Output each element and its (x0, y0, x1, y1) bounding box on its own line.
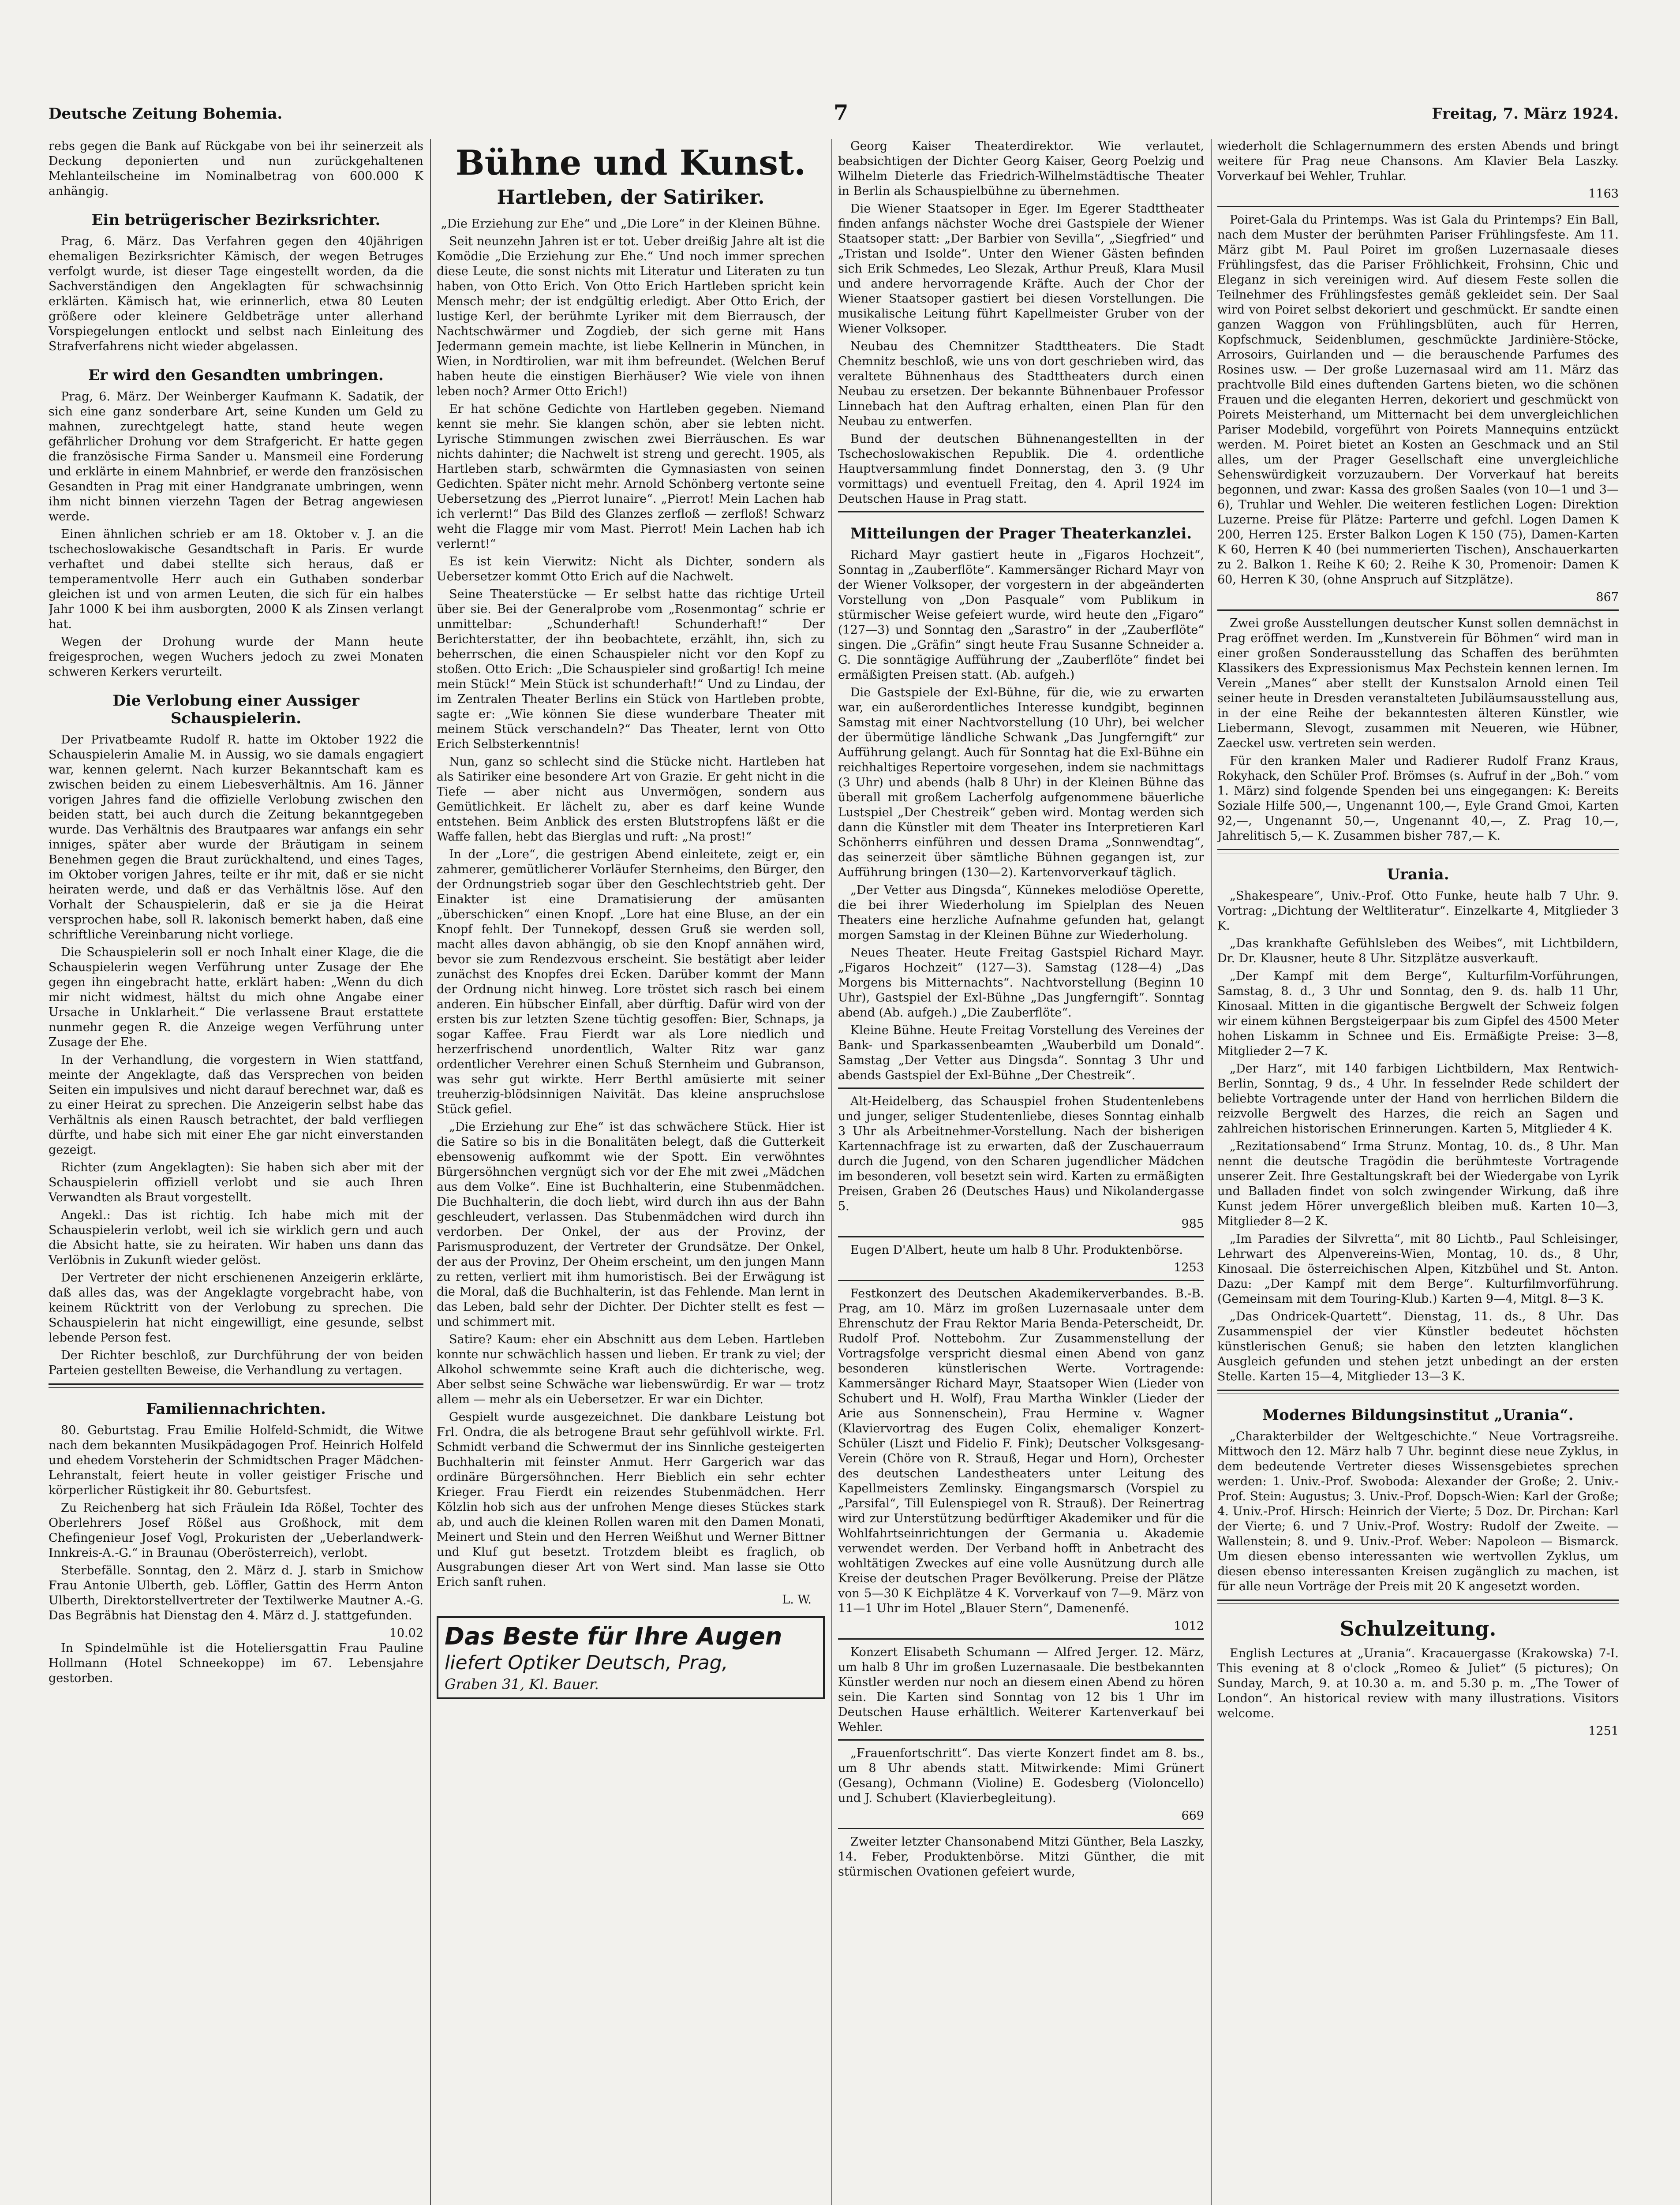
section-headline: Modernes Bildungsinstitut „Urania“. (1262, 1406, 1574, 1424)
article-text: Für den kranken Maler und Radierer Rudolf Franz Kraus, Rokyhack, den Schüler Prof. Brömses (s. Aufruf in der „Boh.“ vom 1. März) sind folgende Spenden bei uns eingegangen: K: Bereits Soziale Hilfe 500,—, Ungenannt 100,—, Eyle Grand Gmoi, Karten 92,—, Ungenannt 50,—, Ungenannt 40,—, Z. Prag 10,—, Jahrelitisch 5,— K. Zusammen bisher 787,— K. (1217, 754, 1619, 843)
article-text: Satire? Kaum: eher ein Abschnitt aus dem Leben. Hartleben konnte nur schwächlich hassen und lieben. Er trank zu viel; der Alkohol schwemmte seine Kraft auch die dichterische, weg. Aber selbst seine Schwäche war liebenswürdig. Er war — trotz allem — mehr als ein Uebersetzer. Er war ein Dichter. (437, 1333, 825, 1406)
article-headline: Er wird den Gesandten umbringen. (88, 366, 384, 384)
article-text: Seine Theaterstücke — Er selbst hatte das richtige Urteil über sie. Bei der Generalprobe vom „Rosenmontag“ schrie er unmittelbar: „Schunderhaft! Schunderhaft!“ Der Berichterstatter, der ihn beobachtete, erzählt, ihn, sich zu beherrschen, die einen Schauspieler nicht vor den Kopf zu stoßen. Otto Erich: „Die Schauspieler sind großartig! Ich meine mein Stück!“ Mein Stück ist schunderhaft!“ Und zu Lindau, der im Zentralen Theater Berlins ein Stück von Hartleben probte, sagte er: „Wie können Sie diese wunderbare Theater mit meinem Stück verschandeln?“ Das Theater, lernt von Otto Erich Selbsterkenntnis! (437, 587, 825, 751)
article-text: Richard Mayr gastiert heute in „Figaros Hochzeit“, Sonntag in „Zauberflöte“. Kammersänger Richard Mayr von der Wiener Volksoper, der vorgestern in der abgeänderten Vorstellung von „Don Pasquale“ vom Publikum in stürmischer Weise gefeiert wurde, wird heute den „Figaro“ (127—3) und Sonntag den „Sarastro“ in der „Zauberflöte“ singen. Die „Gräfin“ singt heute Frau Susanne Schneider a. G. Die sonntägige Aufführung der „Zauberflöte“ findet bei ermäßigten Preisen statt. (Ab. aufgeh.) (838, 548, 1204, 682)
article-headline: Ein betrügerischer Bezirksrichter. (91, 211, 381, 229)
article-text: Der Vertreter der nicht erschienenen Anzeigerin erklärte, daß alles das, was der Angeklagte vorgebracht habe, von keinem Rücktritt von der Verlobung zu sprechen. Die Schauspielerin hat nicht eingewilligt, eine gesunde, selbst lebende Person fest. (49, 1271, 423, 1345)
section-rule (838, 1088, 1204, 1089)
ad-address: Graben 31, Kl. Bauer. (445, 1676, 599, 1693)
page-number: 7 (834, 101, 849, 125)
article-headline: Mitteilungen der Prager Theaterkanzlei. (850, 525, 1192, 542)
article-text: Konzert Elisabeth Schumann — Alfred Jerger. 12. März, um halb 8 Uhr im großen Luzernasaale. Die bestbekannten Künstler werden nur noch an diesem einen Abend zu hören sein. Die Karten sind Sonntag von 12 bis 1 Uhr im Deutschen Hause erhältlich. Weiterer Kartenverkauf bei Wehler. (838, 1645, 1204, 1734)
article-text: Seit neunzehn Jahren ist er tot. Ueber dreißig Jahre alt ist die Komödie „Die Erziehung zur Ehe.“ Und noch immer sprechen diese Leute, die sonst nichts mit Literatur und Literaten zu tun haben, von Otto Erich. Von Otto Erich Hartleben spricht kein Mensch mehr; der ist endgültig erledigt. Aber Otto Erich, der lustige Kerl, der berühmte Lyriker mit dem Bierrausch, der Nachtschwärmer und Zogdieb, der sich gerne mit Hans Jedermann gemein machte, ist liebe Kellnerin in München, in Wien, in Nordtirolien, war mit ihm befreundet. (Welchen Beruf haben heute die einstigen Bierhäuser? Wie viele von ihnen leben noch? Armer Otto Erich!) (437, 235, 825, 398)
article-text: „Das krankhafte Gefühlsleben des Weibes“, mit Lichtbildern, Dr. Dr. Klausner, heute 8 Uhr. Sitzplätze ausverkauft. (1217, 937, 1619, 965)
column-2 (437, 139, 825, 2205)
ad-company-name: Optiker Deutsch, Prag, (508, 1652, 728, 1674)
ad-number: 1251 (1588, 1724, 1619, 1738)
article-text: Zweiter letzter Chansonabend Mitzi Günther, Bela Laszky, 14. Feber, Produktenbörse. Mitzi Günther, die mit stürmischen Ovationen gefeiert wurde, (838, 1835, 1204, 1879)
article-text: In der Verhandlung, die vorgestern in Wien stattfand, meinte der Angeklagte, daß das Versprechen von beiden Seiten ein impulsives und nicht darauf berechnet war, daß es zu einer Heirat zu sprechen. Die Anzeigerin selbst habe das Verhältnis als einen Rausch betrachtet, der bald verfliegen dürfte, und habe sich mit einer Ehe gar nicht einverstanden gezeigt. (49, 1053, 423, 1157)
masthead (49, 101, 1619, 127)
article-text: Die Wiener Staatsoper in Eger. Im Egerer Stadttheater finden anfangs nächster Woche drei Gastspiele der Wiener Staatsoper statt: „Der Barbier von Sevilla“, „Siegfried“ und „Tristan und Isolde“. Unter den Wiener Gästen befinden sich Erik Schmedes, Leo Slezak, Arthur Preuß, Klara Musil und andere hervorragende Kräfte. Auch der Chor der Wiener Staatsoper gastiert bei diesen Vorstellungen. Die musikalische Leitung führt Kapellmeister Gruber von der Wiener Volksoper. (838, 202, 1204, 336)
article-text: Gespielt wurde ausgezeichnet. Die dankbare Leistung bot Frl. Ondra, die als betrogene Braut sehr gefühlvoll wirkte. Frl. Schmidt verband die Schwermut der ins Sinnliche gesteigerten Buchhalterin mit feinster Anmut. Herr Gargerich war das ordinäre Bürgersöhnchen. Herr Bieblich ein sehr echter Krieger. Frau Fierdt ein reizendes Stubenmädchen. Herr Kölzlin hob sich aus der unfrohen Menge dieses Stückes stark ab, und auch die kleinen Rollen waren mit den Damen Monati, Meinert und Stein und den Herren Weißhut und Werner Bittner und Kluf gut besetzt. Trotzdem bleibt es fraglich, ob Ausgrabungen dieser Art von Wert sind. Man lasse sie Otto Erich sanft ruhen. (437, 1410, 825, 1589)
section-rule (49, 1383, 423, 1388)
article-text: In der „Lore“, die gestrigen Abend einleitete, zeigt er, ein zahmerer, gemütlicherer Vorläufer Sternheims, den Bürger, den der Ordnungstrieb sogar über den Geschlechtstrieb geht. Der Einakter ist eine Dramatisierung der amüsanten „überschicken“ einen Knopf. „Lore hat eine Bluse, an der ein Knopf fehlt. Der Tunnekopf, dessen Gruß sie werden soll, macht alles davon abhängig, ob sie den Knopf annähen wird, bevor sie zum Rendezvous erscheint. Sie bestätigt aber leider zunächst des Knopfes drei Ecken. Darüber kommt der Mann der Ordnung nicht hinweg. Lore tröstet sich rasch bei einem anderen. Ein hübscher Einfall, aber dürftig. Dafür wird von der ersten bis zur letzten Szene tüchtig gesoffen: Bier, Schnaps, ja sogar Kaffee. Frau Fierdt war als Lore niedlich und herzerfrischend unordentlich, Walter Ritz war ganz ordentlicher Verehrer einen Schuß Sternheim und Gubranson, was sehr gut wirkte. Herr Berthl amüsierte mit seiner treuherzig-blödsinnigen Naivität. Das kleine anspruchslose Stück gefiel. (437, 848, 825, 1116)
section-rule (838, 1236, 1204, 1237)
author-signature: L. W. (782, 1593, 812, 1607)
article-text: Eugen D'Albert, heute um halb 8 Uhr. Produktenbörse. (850, 1243, 1183, 1257)
article-text: Der Privatbeamte Rudolf R. hatte im Oktober 1922 die Schauspielerin Amalie M. in Aussig, wo sie damals engagiert war, kennen gelernt. Nach kurzer Bekanntschaft kam es zwischen beiden zu einem Liebesverhältnis. Am 16. Jänner vorigen Jahres fand die offizielle Verlobung zwischen den beiden statt, bei auch durch die Zeitung bekanntgegeben wurde. Das Verhältnis des Brautpaares war anfangs ein sehr inniges, später aber wurde der Bräutigam in seinem Benehmen gegen die Braut zurückhaltend, und eines Tages, im Oktober vorigen Jahres, teilte er ihr mit, daß er sie nicht heiraten werde, und daß er das Verhältnis löse. Auf den Vorhalt der Schauspielerin, daß er sie ja die Heirat versprochen habe, soll R. lakonisch bemerkt haben, daß eine schriftliche Vereinbarung nicht vorliege. (49, 733, 423, 942)
section-rule (838, 1638, 1204, 1640)
section-headline: Schulzeitung. (1340, 1617, 1497, 1641)
article-text: Kleine Bühne. Heute Freitag Vorstellung des Vereines der Bank- und Sparkassenbeamten „Wauberbild um Donald“. Samstag „Der Vetter aus Dingsda“. Sonntag 3 Uhr und abends Gastspiel der Exl-Bühne „Der Chestreik“. (838, 1024, 1204, 1082)
article-text: „Der Kampf mit dem Berge“, Kulturfilm-Vorführungen, Samstag, 8. d., 3 Uhr und Sonntag, den 9. ds. halb 11 Uhr, Kinosaal. Mitten in die gigantische Bergwelt der Schweiz folgen wir einem kühnen Bergsteigerpaar bis zum Gipfel des 4500 Meter hohen Liskamm in Schnee und Eis. Ermäßigte Preise: 3—8, Mitglieder 2—7 K. (1217, 969, 1619, 1058)
section-rule (1217, 1390, 1619, 1394)
section-rule (1217, 1600, 1619, 1604)
column-3 (838, 139, 1204, 2205)
article-subhead: „Die Erziehung zur Ehe“ und „Die Lore“ in der Kleinen Bühne. (441, 217, 821, 231)
article-text: Festkonzert des Deutschen Akademikerverbandes. B.-B. Prag, am 10. März im großen Luzernasaale unter dem Ehrenschutz der Frau Rektor Maria Benda-Peterscheidt, Dr. Rudolf Prof. Nottebohm. Zur Zusammenstellung der Vortragsfolge verspricht diesmal einen Abend von ganz besonderen künstlerischen Werte. Vortragende: Kammersänger Richard Mayr, Staatsoper Wien (Lieder von Schubert und H. Wolf), Frau Martha Winkler (Lieder der Arie aus Sonnenschein), Frau Hermine v. Wagner (Klaviervortrag des Eugen Colix, ehemaliger Konzert-Schüler (Liszt und Fidelio F. Fink); Deutscher Volksgesang-Verein (Chöre von R. Strauß, Hegar und Horn), Orchester des deutschen Landestheaters unter Leitung des Kapellmeisters Zemlinsky. Eingangsmarsch (Vorspiel zu „Parsifal“, Till Eulenspiegel von R. Strauß). Der Reinertrag wird zur Unterstützung bedürftiger Akademiker und für die Wohlfahrtseinrichtungen der Germania u. Akademie verwendet werden. Der Verband hofft in Anbetracht des wohltätigen Zweckes auf eine volle Ausnützung durch alle Kreise der deutschen Prager Bevölkerung. Preise der Plätze von 5—30 K Eichplätze 4 K. Vorverkauf von 7—9. März von 11—1 Uhr im Hotel „Blauer Stern“, Damenenfé. (838, 1287, 1204, 1615)
article-text: Neues Theater. Heute Freitag Gastspiel Richard Mayr. „Figaros Hochzeit“ (127—3). Samstag (128—4) „Das Morgens bis Mitternachts“. Nachtvorstellung (Beginn 10 Uhr), Gastspiel der Exl-Bühne „Das Jungferngift“. Sonntag abend (Ab. aufgeh.) „Die Zauberflöte“. (838, 946, 1204, 1020)
ad-number: 1253 (1174, 1261, 1204, 1274)
optician-advertisement (437, 1616, 825, 1699)
section-headline: Urania. (1387, 866, 1449, 883)
article-text: In Spindelmühle ist die Hoteliersgattin Frau Pauline Hollmann (Hotel Schneekoppe) im 67. Lebensjahre gestorben. (49, 1641, 423, 1685)
ad-headline: Das Beste für Ihre Augen (445, 1622, 782, 1650)
article-text: Alt-Heidelberg, das Schauspiel frohen Studentenlebens und junger, seliger Studentenliebe, dieses Sonntag einhalb 3 Uhr als Arbeitnehmer-Vorstellung. Nach der bisherigen Kartennachfrage ist zu erwarten, daß der Zuschauerraum durch die Jugend, von den Scharen jugendlicher Mädchen im besonderen, voll besetzt sein wird. Karten zu ermäßigten Preisen, Graben 26 (Deutsches Haus) und Nikolandergasse 5. (838, 1095, 1204, 1213)
article-text: Richter (zum Angeklagten): Sie haben sich aber mit der Schauspielerin offiziell verlobt und sie auch Ihren Verwandten als Braut vorgestellt. (49, 1161, 423, 1204)
article-text: rebs gegen die Bank auf Rückgabe von bei ihr seinerzeit als Deckung deponierten und nun zurückgehaltenen Mehlanteilscheine im Nominalbetrag von 600.000 K anhängig. (49, 139, 423, 198)
column-divider (831, 139, 832, 2205)
article-text: Sterbefälle. Sonntag, den 2. März d. J. starb in Smichow Frau Antonie Ulberth, geb. Löffler, Gattin des Herrn Anton Ulberth, Direktorstellvertreter der Textilwerke Mautner A.-G. Das Begräbnis hat Dienstag den 4. März d. J. stattgefunden. (49, 1564, 423, 1622)
article-text: Die Gastspiele der Exl-Bühne, für die, wie zu erwarten war, ein außerordentliches Interesse kundgibt, beginnen Samstag mit einer Nachtvorstellung (10 Uhr), bei welcher der übermütige ländliche Schwank „Das Jungferngift“ zur Aufführung gelangt. Auch für Sonntag hat die Exl-Bühne ein reichhaltiges Repertoire vorgesehen, indem sie nachmittags (3 Uhr) und abends (halb 8 Uhr) in der Kleinen Bühne das überall mit großem Lacherfolg aufgenommene bäuerliche Lustspiel „Der Chestreik“ geben wird. Montag werden sich dann die Künstler mit dem Theater ins Interpretieren Karl Schönherrs einführen und dessen Drama „Sonnwendtag“, das seinerzeit über sämtliche Bühnen gegangen ist, zur Aufführung bringen (130—2). Kartenvorverkauf täglich. (838, 686, 1204, 879)
section-headline: Familiennachrichten. (146, 1400, 326, 1418)
section-rule (838, 1280, 1204, 1281)
article-text: Er hat schöne Gedichte von Hartleben gegeben. Niemand kennt sie mehr. Sie klangen schön, aber sie lebten nicht. Lyrische Stimmungen zwischen zwei Bierräuschen. Es war nichts dahinter; die Nachwelt ist streng und gerecht. 1905, als Hartleben starb, schwärmten die Gymnasiasten von seinen Gedichten. Später nicht mehr. Arnold Schönberg vertonte seine Uebersetzung des „Pierrot lunaire“. „Pierrot! Mein Lachen hab ich verlernt!“ Das Bild des Glanzes zerfloß — zerfloß! Schwarz weht die Flagge mir vom Mast. Pierrot! Mein Lachen hab ich verlernt!“ (437, 402, 825, 551)
ad-number: 985 (1181, 1217, 1204, 1231)
article-text: „Rezitationsabend“ Irma Strunz. Montag, 10. ds., 8 Uhr. Man nennt die deutsche Tragödin die berühmteste Vortragende unserer Zeit. Ihre Gestaltungskraft bei der Wiedergabe von Lyrik und Balladen findet von solch zwingender Wirkung, daß ihre Kunst jedem Hörer unvergeßlich bleiben muß. Karten 10—3, Mitglieder 8—2 K. (1217, 1140, 1619, 1228)
article-text: Zwei große Ausstellungen deutscher Kunst sollen demnächst in Prag eröffnet werden. Im „Kunstverein für Böhmen“ wird man in einer großen Sonderausstellung das Schaffen des berühmten Klassikers des Expressionismus Max Pechstein kennen lernen. Im Verein „Manes“ aber stellt der Kunstsalon Arnold einen Teil seiner heute in Dresden veranstalteten Jubiläumsausstellung aus, in der eine Reihe der bekanntesten älteren Künstler, wie Liebermann, Slevogt, zusammen mit Neueren, wie Hübner, Zaeckel usw. vertreten sein werden. (1217, 617, 1619, 750)
article-text: English Lectures at „Urania“. Kracauergasse (Krakowska) 7-I. This evening at 8 o'clock „Romeo & Juliet“ (5 pictures); On Sunday, March, 9. at 10.30 a. m. and 5.30 p. m. „The Tower of London“. An historical review with many illustrations. Visitors welcome. (1217, 1647, 1619, 1720)
article-text: Bund der deutschen Bühnenangestellten in der Tschechoslowakischen Republik. Die 4. ordentliche Hauptversammlung findet Donnerstag, den 3. (9 Uhr vormittags) und eventuell Freitag, den 4. April 1924 im Deutschen Hause in Prag statt. (838, 432, 1204, 506)
section-title: Bühne und Kunst. (455, 143, 806, 183)
ad-number: 1012 (1174, 1619, 1204, 1633)
article-text: Prag, 6. März. Der Weinberger Kaufmann K. Sadatik, der sich eine ganz sonderbare Art, seine Kunden um Geld zu mahnen, zurechtgelegt hatte, stand heute wegen gefährlicher Drohung vor dem Strafgericht. Er hatte gegen die französische Firma Sander u. Mansmeil eine Forderung und erklärte in einem Mahnbrief, er werde den französischen Gesandten in Prag mit einer Handgranate umbringen, wenn ihm nicht binnen vierzehn Tagen der Betrag angewiesen werde. (49, 390, 423, 523)
article-headline: Hartleben, der Satiriker. (497, 186, 765, 209)
ad-number: 867 (1596, 590, 1619, 604)
section-rule (1217, 609, 1619, 611)
ad-number: 669 (1181, 1809, 1204, 1823)
article-text: wiederholt die Schlagernummern des ersten Abends und bringt weitere für Prag neue Chansons. Am Klavier Bela Laszky. Vorverkauf bei Wehler, Truhlar. (1217, 139, 1619, 183)
article-text: Zu Reichenberg hat sich Fräulein Ida Rößel, Tochter des Oberlehrers Josef Rößel aus Großhock, mit dem Chefingenieur Josef Vogl, Prokuristen der „Ueberlandwerk-Innkreis-A.-G.“ in Braunau (Oberösterreich), verlobt. (49, 1501, 423, 1560)
article-text: Die Schauspielerin soll er noch Inhalt einer Klage, die die Schauspielerin wegen Verführung unter Zusage der Ehe gegen ihn eingebracht hatte, erklärt haben: „Wenn du dich mir nicht widmest, hältst du mich ohne Angabe einer Ursache in Unklarheit.“ Die verlassene Braut erstattete nunmehr gegen R. die Anzeige wegen Verführung unter Zusage der Ehe. (49, 946, 423, 1049)
article-text: Neubau des Chemnitzer Stadttheaters. Die Stadt Chemnitz beschloß, wie uns von dort geschrieben wird, das veraltete Bühnenhaus des Stadttheaters durch einen Neubau zu ersetzen. Der bekannte Bühnenbauer Professor Linnebach hat den Auftrag erhalten, einen Plan für den Neubau zu entwerfen. (838, 340, 1204, 428)
article-text: „Im Paradies der Silvretta“, mit 80 Lichtb., Paul Schleisinger, Lehrwart des Alpenvereins-Wien, Montag, 10. ds., 8 Uhr, Kinosaal. Die österreichischen Alpen, Kitzbühel und St. Anton. Dazu: „Der Kampf mit dem Berge“. Kulturfilmvorführung. (Gemeinsam mit dem Touring-Klub.) Karten 9—4, Mitgl. 8—3 K. (1217, 1232, 1619, 1306)
article-headline: Die Verlobung einer Aussiger Schauspielerin. (112, 692, 359, 727)
article-text: „Frauenfortschritt“. Das vierte Konzert findet am 8. bs., um 8 Uhr abends statt. Mitwirkende: Mimi Grünert (Gesang), Ochmann (Violine) E. Godesberg (Violoncello) und J. Schubert (Klavierbegleitung). (838, 1746, 1204, 1805)
masthead-title: Deutsche Zeitung Bohemia. (49, 105, 283, 123)
section-rule (838, 1828, 1204, 1829)
article-text: Poiret-Gala du Printemps. Was ist Gala du Printemps? Ein Ball, nach dem Muster der berühmten Pariser Frühlingsfeste. Am 11. März gibt M. Paul Poiret im großen Luzernasaale dieses Frühlingsfest, das die Pariser Fröhlichkeit, Frohsinn, Chic und Eleganz in sich vereinigen wird. Auf diesem Feste sollen die Teilnehmer des Frühlingsfestes gemäß gekleidet sein. Der Saal wird von Poiret selbst dekoriert und geschmückt. Er sandte einen ganzen Waggon von Frühlingsblüten, auch für Herren, Kopfschmuck, Seidenblumen, geschmückte Jardinière-Stöcke, Arrosoirs, Guirlanden und — die berauschende Parfumes des Rosines usw. — Der große Luzernasaal wird am 11. März das prachtvolle Bild eines duftenden Gartens bieten, wo die schönen Frauen und die eleganten Herren, dekoriert und geschmückt von Poirets Meisterhand, um Mitternacht bei dem unvergleichlichen Pariser Modebild, vorgeführt von Poirets Mannequins entzückt werden. M. Poiret bietet an Kosten an Geschmack und an Stil alles, um der Prager Gesellschaft eine unvergleichliche Sehenswürdigkeit vorzuzaubern. Der Vorverkauf hat bereits begonnen, und zwar: Kassa des großen Saales (von 10—1 und 3—6), Truhlar und Wehler. Die weiteren festlichen Logen: Direktion Luzerne. Preise für Plätze: Parterre und gefchl. Logen Damen K 200, Herren 125. Erster Balkon Logen K 150 (75), Damen-Karten K 60, Herren K 40 (bei nummerierten Tischen), Anschauerkarten zu 2. Balkon 1. Reihe K 60; 2. Reihe K 30, Promenoir: Damen K 60, Herren K 30, (ohne Anspruch auf Sitzplätze). (1217, 213, 1619, 587)
ad-prefix: liefert (445, 1652, 502, 1674)
article-text: Nun, ganz so schlecht sind die Stücke nicht. Hartleben hat als Satiriker eine besondere Art von Grazie. Er geht nicht in die Tiefe — aber nicht aus Unvermögen, sondern aus Gemütlichkeit. Er lächelt zu, aber es darf keine Wunde entstehen. Beim Anblick des ersten Blutstropfens läßt er die Waffe fallen, hebt das Bierglas und ruft: „Na prost!“ (437, 755, 825, 844)
article-text: Wegen der Drohung wurde der Mann heute freigesprochen, wegen Wuchers jedoch zu zwei Monaten schweren Kerkers verurteilt. (49, 635, 423, 679)
ad-company (445, 1651, 817, 1675)
ad-number: 1163 (1588, 187, 1619, 201)
article-text: Prag, 6. März. Das Verfahren gegen den 40jährigen ehemaligen Bezirksrichter Kämisch, der wegen Betruges verfolgt wurde, ist dieser Tage eingestellt worden, da die Sachverständigen den Angeklagten für schwachsinnig erklärten. Kämisch hat, wie erinnerlich, etwa 80 Leuten größere oder kleinere Geldbeträge unter allerhand Vorspiegelungen entlockt und selbst nach Einleitung des Strafverfahrens nicht wieder abgelassen. (49, 235, 423, 353)
article-text: „Der Harz“, mit 140 farbigen Lichtbildern, Max Rentwich-Berlin, Sonntag, 9 ds., 4 Uhr. In fesselnder Rede schildert der beliebte Vortragende unter der Hand von herrlichen Bildern die reizvolle Bergwelt des Harzes, die reich an Sagen und zahlreichen historischen Erinnerungen. Karten 5, Mitglieder 4 K. (1217, 1062, 1619, 1136)
column-4 (1217, 139, 1619, 2205)
article-text: Einen ähnlichen schrieb er am 18. Oktober v. J. an die tschechoslowakische Gesandtschaft in Paris. Er wurde verhaftet und dabei stellte sich heraus, daß er temperamentvolle Herr auch ein Guthaben sonderbar gleichen ist und von armen Leuten, die sich für ein halbes Jahr 1000 K bei ihm ausborgten, 2000 K als Zinsen verlangt hat. (49, 527, 423, 631)
article-text: „Die Erziehung zur Ehe“ ist das schwächere Stück. Hier ist die Satire so bis in die Bonalitäten belegt, daß die Gutterkeit ebensowenig aufkommt wie der Spott. Ein verwöhntes Bürgersöhnchen vergnügt sich vor der Ehe mit zwei „Mädchen aus dem Volke“. Eine ist Buchhalterin, eine Stubenmädchen. Die Buchhalterin, die doch liebt, wird durch ihn aus der Bahn geschleudert, verlassen. Das Stubenmädchen wird durch ihn verdorben. Der Onkel, der aus der Provinz, der Parismusproduzent, der Vertreter der Grundsätze. Der Onkel, der aus der Provinz, Der Oheim erscheint, um den jungen Mann zu retten, verliert mit ihm humoristisch. Bei der Erwägung ist die Moral, daß die Buchhalterin, ist das Fehlende. Man lernt in das Leben, bald sehr der Dichter. Der Dichter stellt es fest — und schimmert mit. (437, 1120, 825, 1329)
ad-number: 10.02 (389, 1626, 423, 1640)
article-text: Angekl.: Das ist richtig. Ich habe mich mit der Schauspielerin verlobt, weil ich sie wirklich gern und auch die Absicht hatte, sie zu heiraten. Wir haben uns dann das Verlöbnis in Zukunft wieder gelöst. (49, 1208, 423, 1267)
article-text: Es ist kein Vierwitz: Nicht als Dichter, sondern als Uebersetzer kommt Otto Erich auf die Nachwelt. (437, 555, 825, 583)
article-text: „Der Vetter aus Dingsda“, Künnekes melodiöse Operette, die bei ihrer Wiederholung im Spielplan des Neuen Theaters eine herzliche Aufnahme gefunden hat, gelangt morgen Samstag in der Kleinen Bühne zur Wiederholung. (838, 883, 1204, 942)
article-text: Georg Kaiser Theaterdirektor. Wie verlautet, beabsichtigen der Dichter Georg Kaiser, Georg Poelzig und Wilhelm Dieterle das Friedrich-Wilhelmstädtische Theater in Berlin als Schauspielbühne zu übernehmen. (838, 139, 1204, 198)
section-rule (1217, 849, 1619, 853)
section-rule (838, 511, 1204, 512)
article-text: „Das Ondricek-Quartett“. Dienstag, 11. ds., 8 Uhr. Das Zusammenspiel der vier Künstler bedeutet höchsten künstlerischen Genuß; sie haben den letzten klanglichen Ausgleich gefunden und stehen jetzt unbedingt an der ersten Stelle. Karten 15—4, Mitglieder 13—3 K. (1217, 1310, 1619, 1383)
article-text: 80. Geburtstag. Frau Emilie Holfeld-Schmidt, die Witwe nach dem bekannten Musikpädagogen Prof. Heinrich Holfeld und ehedem Vorsteherin der Schmidtschen Prager Mädchen-Lehranstalt, feiert heute in voller geistiger Frische und körperlicher Rüstigkeit ihr 80. Geburtsfest. (49, 1424, 423, 1497)
section-rule (838, 1739, 1204, 1741)
column-divider (1211, 139, 1212, 2205)
column-divider (430, 139, 431, 2205)
column-1 (49, 139, 423, 2205)
article-text: „Charakterbilder der Weltgeschichte.“ Neue Vortragsreihe. Mittwoch den 12. März halb 7 Uhr. beginnt diese neue Zyklus, in dem bedeutende Vertreter dieses Wissensgebietes sprechen werden: 1. Univ.-Prof. Swoboda: Alexander der Große; 2. Univ.-Prof. Stein: Augustus; 3. Univ.-Prof. Dopsch-Wien: Karl der Große; 4. Univ.-Prof. Hirsch: Heinrich der Vierte; 5 Doz. Dr. Pirchan: Karl der Vierte; 6. und 7 Univ.-Prof. Wostry: Rudolf der Zweite. — Wallenstein; 8. und 9. Univ.-Prof. Weber: Napoleon — Bismarck. Um diesen ebenso interessanten wie wertvollen Zyklus, um diesen ebenso interessanten Kreisen zugänglich zu machen, ist für alle neun Vorträge der Preis mit 20 K angesetzt worden. (1217, 1430, 1619, 1593)
masthead-date: Freitag, 7. März 1924. (1432, 105, 1619, 123)
section-rule (1217, 206, 1619, 207)
article-text: „Shakespeare“, Univ.-Prof. Otto Funke, heute halb 7 Uhr. 9. Vortrag: „Dichtung der Weltliteratur“. Einzelkarte 4, Mitglieder 3 K. (1217, 889, 1619, 933)
article-text: Der Richter beschloß, zur Durchführung der von beiden Parteien gestellten Beweise, die Verhandlung zu vertagen. (49, 1349, 423, 1377)
